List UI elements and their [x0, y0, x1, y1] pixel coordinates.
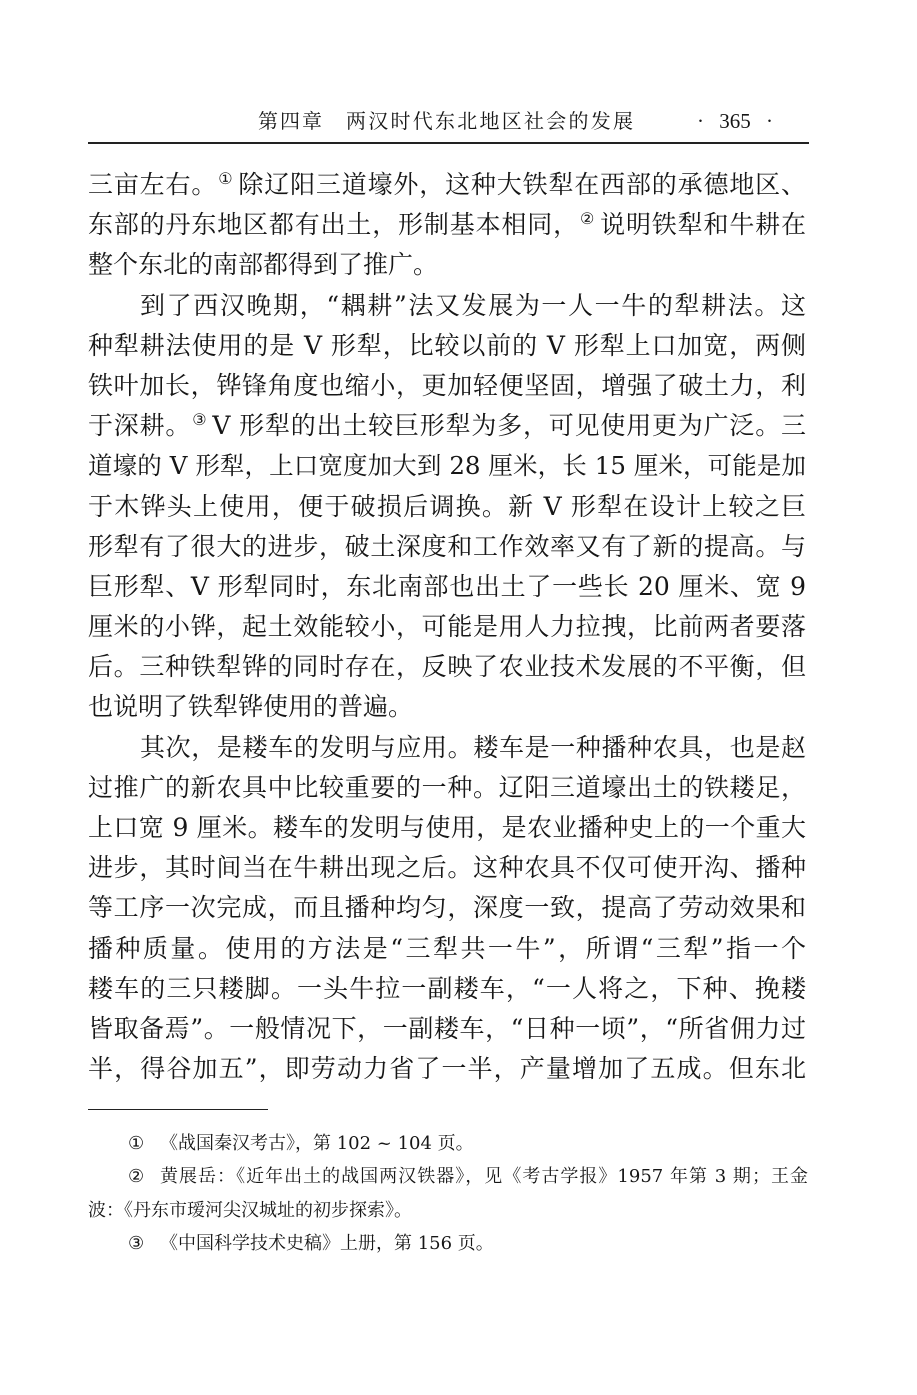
body-line: 道壕的 V 形犁，上口宽度加大到 28 厘米，长 15 厘米，可能是加	[88, 451, 806, 481]
body-line: 于木铧头上使用，便于破损后调换。新 V 形犁在设计上较之巨	[88, 491, 806, 521]
footnote-marker: ②	[128, 1166, 145, 1188]
body-line: 形犁有了很大的进步，破土深度和工作效率又有了新的提高。与	[88, 531, 806, 561]
body-line: 播种质量。使用的方法是“三犁共一牛”，所谓“三犁”指一个	[88, 933, 806, 963]
chapter-title: 两汉时代东北地区社会的发展	[346, 109, 633, 133]
body-line: 皆取备焉”。一般情况下，一副耧车，“日种一顷”，“所省佣力过	[88, 1013, 806, 1043]
body-line	[88, 205, 806, 245]
paragraph-start-line: 到了西汉晚期，“耦耕”法又发展为一人一牛的犁耕法。这	[140, 290, 806, 320]
body-line: 厘米的小铧，起土效能较小，可能是用人力拉拽，比前两者要落	[88, 612, 806, 642]
body-line: 也说明了铁犁铧使用的普遍。	[88, 692, 414, 722]
footnote-ref: ②	[579, 209, 596, 229]
footnote-ref: ③	[192, 410, 208, 430]
body-line: 铁叶加长，铧锋角度也缩小，更加轻便坚固，增强了破土力，利	[88, 370, 806, 400]
footnote-rule	[88, 1109, 268, 1110]
body-line	[88, 165, 806, 205]
body-line: 种犁耕法使用的是 V 形犁，比较以前的 V 形犁上口加宽，两侧	[88, 330, 806, 360]
body-text-segment: 说明铁犁和牛耕在	[600, 210, 806, 240]
body-line: 过推广的新农具中比较重要的一种。辽阳三道壕出土的铁耧足，	[88, 772, 806, 802]
body-text-segment: 三亩左右。	[88, 170, 218, 199]
footnote-marker: ①	[128, 1133, 145, 1154]
body-line: 耧车的三只耧脚。一头牛拉一副耧车，“一人将之，下种、挽耧	[88, 973, 806, 1003]
footnote-ref: ①	[218, 169, 234, 189]
header-rule	[88, 142, 809, 144]
footnote-text: 黄展岳：《近年出土的战国两汉铁器》，见《考古学报》1957 年第 3 期；王金	[160, 1166, 808, 1188]
body-line: 进步，其时间当在牛耕出现之后。这种农具不仅可使开沟、播种	[88, 853, 806, 883]
body-text-segment: 除辽阳三道壕外，这种大铁犁在西部的承德地区、	[238, 170, 806, 199]
body-text	[88, 165, 806, 1089]
body-text-segment: 于深耕。	[88, 411, 192, 441]
paragraph-start-line: 其次，是耧车的发明与应用。耧车是一种播种农具，也是赵	[140, 732, 806, 762]
footnote-2	[88, 1160, 808, 1193]
footnote-1	[88, 1127, 808, 1160]
body-line: 等工序一次完成，而且播种均匀，深度一致，提高了劳动效果和	[88, 893, 806, 923]
page-number: · 365 ·	[697, 109, 773, 133]
footnote-marker: ③	[128, 1232, 145, 1254]
footnote-3	[88, 1227, 808, 1260]
body-line: 上口宽 9 厘米。耧车的发明与使用，是农业播种史上的一个重大	[88, 813, 806, 842]
body-text-segment: 东部的丹东地区都有出土，形制基本相同，	[88, 210, 579, 240]
body-line: 半，得谷加五”，即劳动力省了一半，产量增加了五成。但东北	[88, 1054, 806, 1084]
chapter-label: 第四章	[258, 109, 322, 133]
footnotes	[88, 1127, 808, 1260]
footnote-text: 《中国科学技术史稿》上册，第 156 页。	[160, 1232, 494, 1254]
footnote-2-continuation	[88, 1194, 808, 1227]
body-text-segment: V 形犁的出土较巨形犁为多，可见使用更为广泛。三	[212, 411, 806, 441]
body-line	[88, 406, 806, 446]
footnote-text: 《战国秦汉考古》，第 102 ~ 104 页。	[160, 1133, 474, 1154]
body-line: 巨形犁、V 形犁同时，东北南部也出土了一些长 20 厘米、宽 9	[88, 571, 806, 601]
body-line: 后。三种铁犁铧的同时存在，反映了农业技术发展的不平衡，但	[88, 652, 806, 682]
body-line: 整个东北的南部都得到了推广。	[88, 250, 439, 280]
footnote-text: 波：《丹东市瑷河尖汉城址的初步探索》。	[88, 1199, 412, 1221]
